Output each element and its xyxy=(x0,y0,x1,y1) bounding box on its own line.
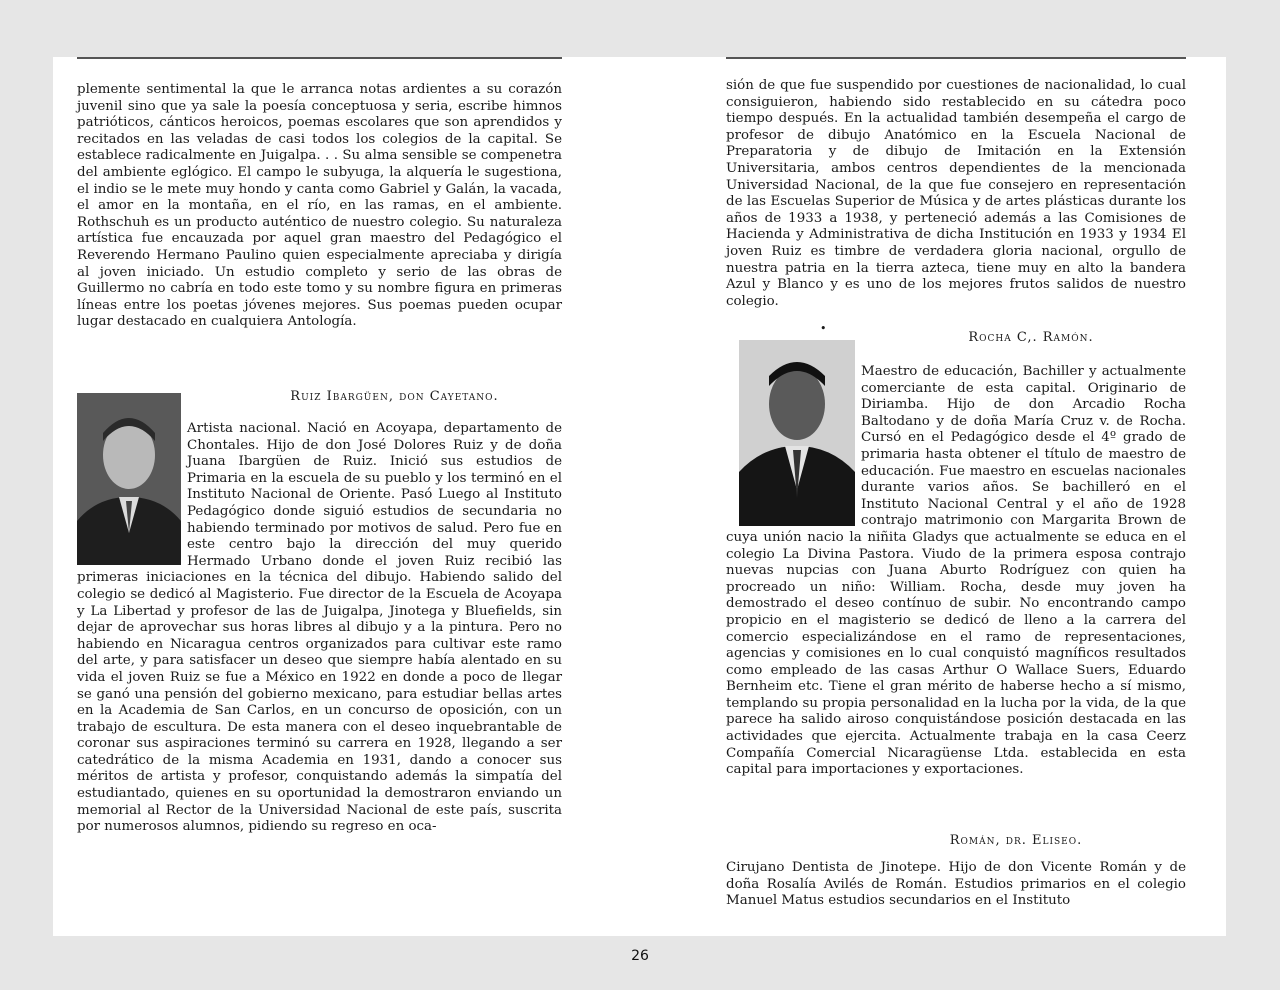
portrait-ruiz-photo xyxy=(77,393,181,565)
right-body-text-1 xyxy=(726,364,1186,779)
intro-paragraph: plemente sentimental la que le arranca notas ardientes a su corazón juvenil sino que ya sale la poesía conceptuosa y seria, escribe himnos patrióticos, cánticos heroicos, poemas escolares que son aprendidos y recitados en las veladas de casi todos los colegios de la capital. Se establece radicalmente en Juigalpa. . . Su alma sensible se compenetra del ambiente eglógico. El campo le subyuga, la alquería le sugestiona, el indio se le mete muy hondo y canta como Gabriel y Galán, la vacada, el amor en la montaña, en el río, en las ramas, en el ambiente. Rothschuh es un producto auténtico de nuestro colegio. Su naturaleza artística fue encauzada por aquel gran maestro del Pedagógico el Reverendo Hermano Paulino quien especialmente apreciaba y dirigía al joven iniciado. Un estudio completo y serio de las obras de Guillermo no cabría en todo este tomo y su nombre figura en primeras líneas entre los poetas jóvenes mejores. Sus poemas pueden ocupar lugar destacado en cualquiera Antología. xyxy=(77,82,562,330)
left-intro-text xyxy=(77,82,562,331)
top-rule xyxy=(77,57,562,59)
right-body-text-2 xyxy=(726,860,1186,910)
intro-paragraph-continued: sión de que fue suspendido por cuestiones de nacionalidad, lo cual consiguieron, habiendo sido restablecido en su cátedra poco tiempo después. En la actualidad también desempeña el cargo de profesor de dibujo Anatómico en la Escuela Nacional de Preparatoria y de dibujo de Imitación en la Extensión Universitaria, ambos centros dependientes de la mencionada Universidad Nacional, de la que fue consejero en representación de las Escuelas Superior de Música y de artes plásticas durante los años de 1933 a 1938, y perteneció además a las Comisiones de Hacienda y Administrativa de dicha Institución en 1933 y 1934 El joven Ruiz es timbre de verdadera gloria nacional, orgullo de nuestra patria en la tierra azteca, tiene muy en alto la bandera Azul y Blanco y es uno de los mejores frutos salidos de nuestro colegio. xyxy=(726,78,1186,309)
entry-heading-rocha: Rocha C,. Ramón. xyxy=(968,330,1094,345)
portrait-rocha-photo xyxy=(739,340,855,526)
entry-heading-roman: Román, dr. Eliseo. xyxy=(949,833,1083,848)
body-paragraph-rocha: Maestro de educación, Bachiller y actualmente comerciante de esta capital. Originario de Diriamba. Hijo de don Arcadio Rocha Baltodano y de doña María Cruz v. de Rocha. Cursó en el Pedagógico desde el 4º grado de primaria hasta obtener el título de maestro de educación. Fue maestro en escuelas nacionales durante varios años. Se bachilleró en el Instituto Nacional Central y el año de 1928 contrajo matrimonio con Margarita Brown de cuya unión nacio la niñita Gladys que actualmente se educa en el colegio La Divina Pastora. Viudo de la primera esposa contrajo nuevas nupcias con Juana Aburto Rodríguez con quien ha procreado un niño: William. Rocha, desde muy joven ha demostrado el deseo contínuo de subir. No encontrando campo propicio en el magisterio se dedicó de lleno a la carrera del comercio especializándose en el ramo de representaciones, agencias y comisiones en lo cual conquistó magníficos resultados como empleado de las casas Arthur O Wallace Suers, Eduardo Bernheim etc. Tiene el gran mérito de haberse hecho a sí mismo, templando su propia personalidad en la lucha por la vida, de la que parece ha salido airoso conquistándose posición destacada en las actividades que ejercita. Actualmente trabaja en la casa Ceerz Compañía Comercial Nicaragüense Ltda. establecida en esta capital para importaciones y exportaciones. xyxy=(726,364,1186,778)
body-paragraph-roman: Cirujano Dentista de Jinotepe. Hijo de don Vicente Román y de doña Rosalía Avilés de Román. Estudios primarios en el colegio Manuel Matus estudios secundarios en el Instituto xyxy=(726,860,1186,909)
right-intro-text xyxy=(726,78,1186,310)
top-rule xyxy=(726,57,1186,59)
entry-heading-ruiz: Ruiz Ibargüen, don Cayetano. xyxy=(290,389,499,404)
bullet-mark: • xyxy=(820,322,827,335)
body-paragraph-ruiz: Artista nacional. Nació en Acoyapa, departamento de Chontales. Hijo de don José Dolores Ruiz y de doña Juana Ibargüen de Ruiz. Inició sus estudios de Primaria en la escuela de su pueblo y los terminó en el Instituto Nacional de Oriente. Pasó Luego al Instituto Pedagógico donde siguió estudios de secundaria no habiendo terminado por motivos de salud. Pero fue en este centro bajo la dirección del muy querido Hermado Urbano donde el joven Ruiz recibió las primeras iniciaciones en la técnica del dibujo. Habiendo salido del colegio se dedicó al Magisterio. Fue director de la Escuela de Acoyapa y La Libertad y profesor de las de Juigalpa, Jinotega y Bluefields, sin dejar de aprovechar sus horas libres al dibujo y a la pintura. Pero no habiendo en Nicaragua centros organizados para cultivar este ramo del arte, y para satisfacer un deseo que siempre había alentado en su vida el joven Ruiz se fue a México en 1922 en donde a poco de llegar se ganó una pensión del gobierno mexicano, para estudiar bellas artes en la Academia de San Carlos, en un concurso de oposición, con un trabajo de escultura. De esta manera con el deseo inquebrantable de coronar sus aspiraciones terminó su carrera en 1928, llegando a ser catedrático de la misma Academia en 1931, dando a conocer sus méritos de artista y profesor, conquistando además la simpatía del estudiantado, quienes en su oportunidad la demostraron enviando un memorial al Rector de la Universidad Nacional de este país, suscrita por numerosos alumnos, pidiendo su regreso en oca- xyxy=(77,421,562,835)
right-page xyxy=(726,57,1186,936)
scanned-sheet xyxy=(53,57,1226,936)
left-body-text xyxy=(77,421,562,836)
left-page xyxy=(77,57,562,936)
page-number: 26 xyxy=(631,948,649,964)
